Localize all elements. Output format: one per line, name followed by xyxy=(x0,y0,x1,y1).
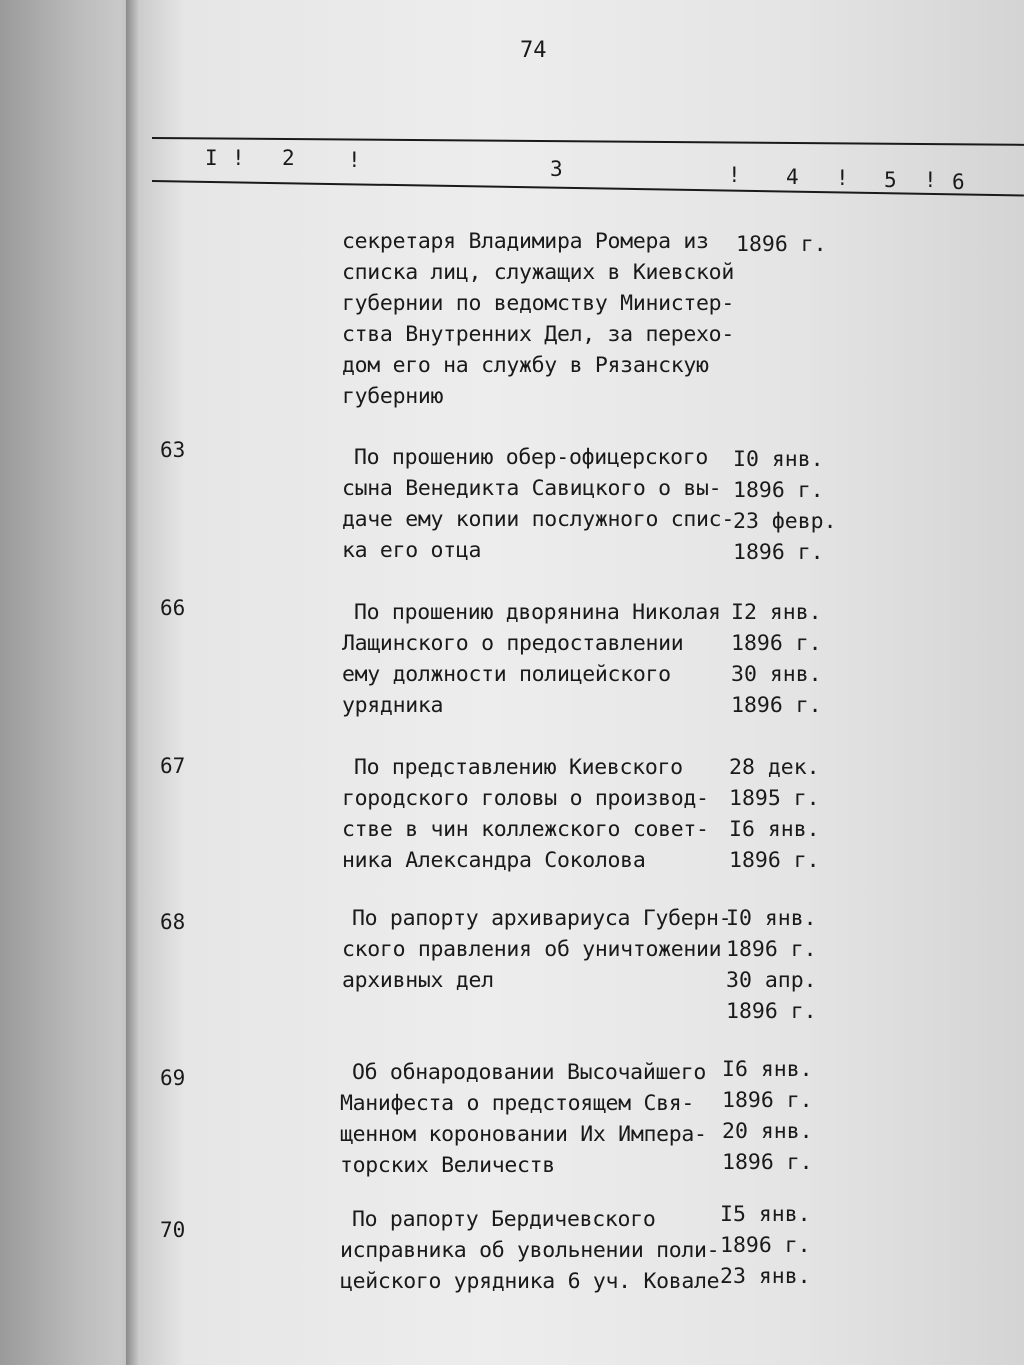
entry-date: 1896 г. xyxy=(733,540,824,565)
entry-text-line: Манифеста о предстоящем Свя- xyxy=(340,1091,695,1116)
entry-date: 1896 г. xyxy=(729,848,820,873)
column-4-label: 4 xyxy=(786,165,799,189)
entry-date: 28 дек. xyxy=(729,755,820,780)
column-separator: ! xyxy=(348,148,361,172)
column-separator: ! xyxy=(232,146,245,170)
entry-text-line: Лащинского о предоставлении xyxy=(342,631,684,656)
entry-date: I0 янв. xyxy=(733,447,824,472)
column-separator: ! xyxy=(728,163,741,187)
column-5-label: 5 xyxy=(884,168,897,192)
entry-text-line: сына Венедикта Савицкого о вы- xyxy=(342,476,722,501)
column-6-label: 6 xyxy=(952,170,965,194)
entry-date: I2 янв. xyxy=(731,600,822,625)
entry-number: 67 xyxy=(160,754,186,778)
entry-date: 23 февр. xyxy=(733,509,837,534)
entry-text-line: По прошению дворянина Николая xyxy=(354,600,721,625)
entry-text-line: урядника xyxy=(342,693,444,718)
entry-text-line: списка лиц, служащих в Киевской xyxy=(342,260,734,285)
entry-text-line: ства Внутренних Дел, за перехо- xyxy=(342,322,734,347)
entry-text-line: стве в чин коллежского совет- xyxy=(342,817,709,842)
entry-text-line: архивных дел xyxy=(342,968,494,993)
entry-date: 23 янв. xyxy=(720,1264,811,1289)
entry-text-line: ника Александра Соколова xyxy=(342,848,646,873)
entry-date: 1896 г. xyxy=(736,232,827,257)
column-2-label: 2 xyxy=(282,146,295,170)
entry-date: 30 янв. xyxy=(731,662,822,687)
column-1-label: I xyxy=(205,146,218,170)
entry-number: 69 xyxy=(160,1066,186,1090)
entry-date: 1896 г. xyxy=(720,1233,811,1258)
entry-text-line: По прошению обер-офицерского xyxy=(354,445,709,470)
entry-date: I6 янв. xyxy=(729,817,820,842)
entry-text-line: даче ему копии послужного спис- xyxy=(342,507,734,532)
entry-date: 30 апр. xyxy=(726,968,817,993)
entry-text-line: По рапорту архивариуса Губерн- xyxy=(352,906,732,931)
page-number: 74 xyxy=(520,38,547,63)
entry-date: I5 янв. xyxy=(720,1202,811,1227)
entry-text-line: По рапорту Бердичевского xyxy=(352,1207,656,1232)
entry-text-line: цейского урядника 6 уч. Ковале- xyxy=(340,1269,732,1294)
column-3-label: 3 xyxy=(550,157,563,181)
entry-number: 68 xyxy=(160,910,186,934)
entry-text-line: торских Величеств xyxy=(340,1153,555,1178)
entry-date: 1896 г. xyxy=(726,999,817,1024)
entry-text-line: секретаря Владимира Ромера из xyxy=(342,229,709,254)
book-gutter xyxy=(126,0,140,1365)
entry-text-line: По представлению Киевского xyxy=(354,755,683,780)
entry-date: 1895 г. xyxy=(729,786,820,811)
entry-text-line: щенном короновании Их Импера- xyxy=(340,1122,707,1147)
entry-text-line: городского головы о производ- xyxy=(342,786,709,811)
entry-text-line: дом его на службу в Рязанскую xyxy=(342,353,709,378)
entry-date: 1896 г. xyxy=(733,478,824,503)
entry-text-line: губернию xyxy=(342,384,444,409)
entry-text-line: ему должности полицейского xyxy=(342,662,671,687)
entry-number: 63 xyxy=(160,438,186,462)
column-separator: ! xyxy=(924,168,937,192)
entry-date: I0 янв. xyxy=(726,906,817,931)
entry-number: 66 xyxy=(160,596,186,620)
entry-date: 1896 г. xyxy=(726,937,817,962)
column-separator: ! xyxy=(836,166,849,190)
entry-date: 1896 г. xyxy=(731,693,822,718)
entry-date: 1896 г. xyxy=(722,1088,813,1113)
entry-date: I6 янв. xyxy=(722,1057,813,1082)
entry-date: 20 янв. xyxy=(722,1119,813,1144)
entry-text-line: ского правления об уничтожении xyxy=(342,937,722,962)
entry-text-line: ка его отца xyxy=(342,538,482,563)
entry-text-line: исправника об увольнении поли- xyxy=(340,1238,720,1263)
entry-text-line: губернии по ведомству Министер- xyxy=(342,291,734,316)
entry-date: 1896 г. xyxy=(722,1150,813,1175)
entry-date: 1896 г. xyxy=(731,631,822,656)
entry-text-line: Об обнародовании Высочайшего xyxy=(352,1060,707,1085)
entry-number: 70 xyxy=(160,1218,186,1242)
